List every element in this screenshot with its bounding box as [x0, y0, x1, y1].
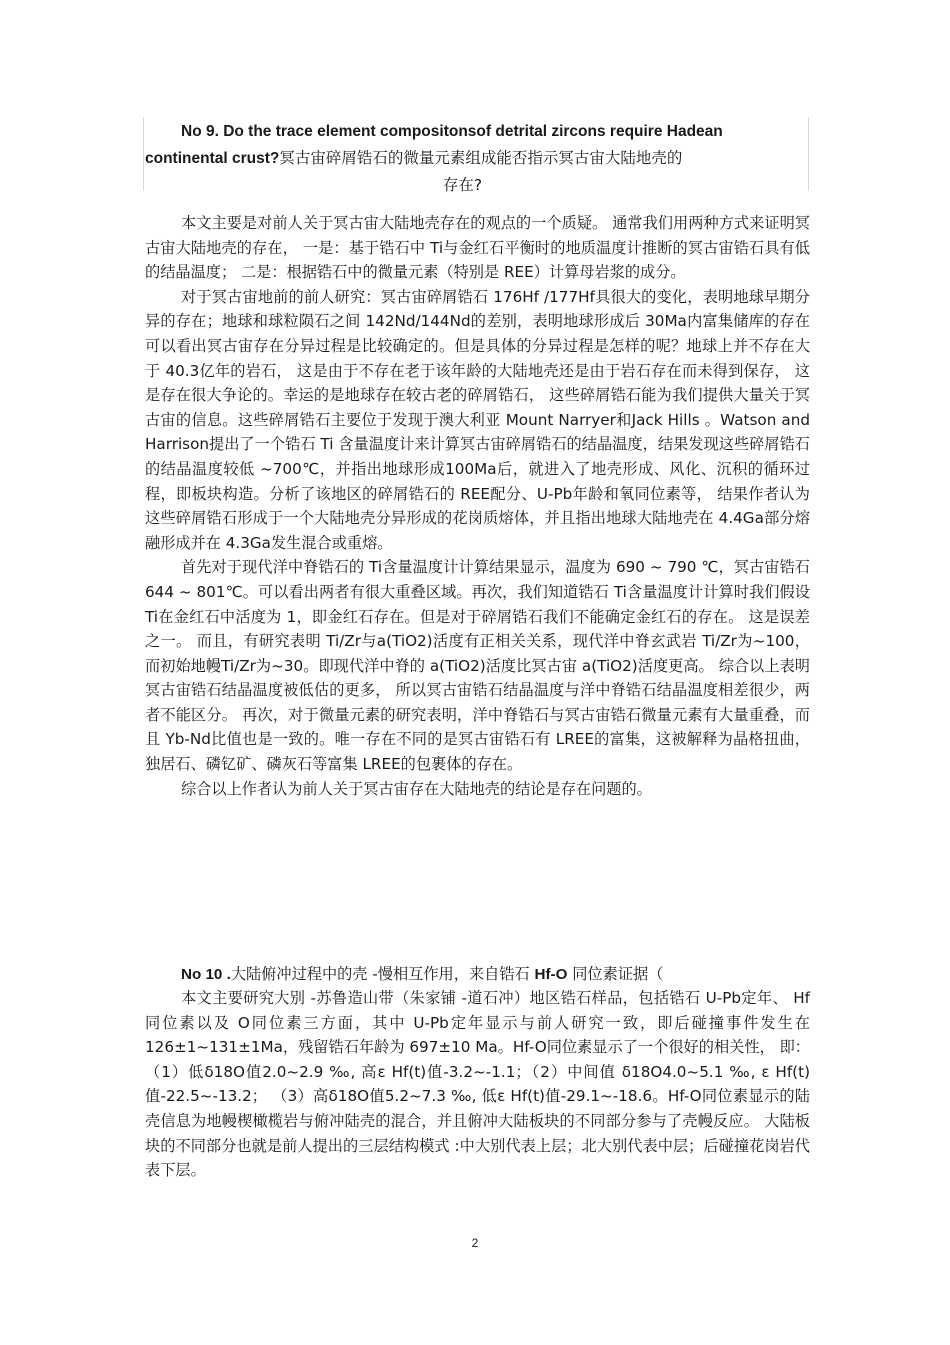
- heading-tail: 同位素证据（: [567, 965, 664, 983]
- paragraph: 对于冥古宙地前的前人研究：冥古宙碎屑锆石 176Hf /177Hf具很大的变化，表明地球早期分异的存在；地球和球粒陨石之间 142Nd/144Nd的差别，表明地球形成后 30Ma内富集储库的存在可以看出冥古宙存在分异过程是比较确定的。但是具体的分异过程是怎样的呢？地球上并不存在大于 40.3亿年的岩石， 这是由于不存在老于该年龄的大陆地壳还是由于岩石存在而未得到保存， 这是存在很大争论的。幸运的是地球存在较古老的碎屑锆石， 这些碎屑锆石能为我们提供大量关于冥古宙的信息。这些碎屑锆石主要位于发现于澳大利亚 Mount Narryer和Jack Hills 。Watson and Harrison提出了一个锆石 Ti 含量温度计来计算冥古宙碎屑锆石的结晶温度，结果发现这些碎屑锆石的结晶温度较低 ~700℃，并指出地球形成100Ma后，就进入了地壳形成、风化、沉积的循环过程，即板块构造。分析了该地区的碎屑锆石的 REE配分、U-Pb年龄和氧同位素等， 结果作者认为这些碎屑锆石形成于一个大陆地壳分异形成的花岗质熔体，并且指出地球大陆地壳在 4.4Ga部分熔融形成并在 4.3Ga发生混合或重熔。: [145, 287, 810, 552]
- article-10-title: [181, 962, 663, 987]
- article-9-title: [145, 119, 810, 198]
- article-10-body: [145, 986, 810, 1183]
- article-9-body: [145, 211, 810, 801]
- page-number: 2: [471, 1236, 479, 1250]
- title-line2: [145, 145, 810, 172]
- paragraph: 本文主要是对前人关于冥古宙大陆地壳存在的观点的一个质疑。 通常我们用两种方式来证明冥古宙大陆地壳的存在， 一是：基于锆石中 Ti与金红石平衡时的地质温度计推断的冥古宙锆石具有低的结晶温度； 二是：根据锆石中的微量元素（特别是 REE）计算母岩浆的成分。: [145, 214, 810, 282]
- title-zh-line2: 冥古宙碎屑锆石的微量元素组成能否指示冥古宙大陆地壳的: [279, 149, 683, 167]
- heading-bold: Hf-O: [534, 966, 568, 983]
- paragraph: 综合以上作者认为前人关于冥古宙存在大陆地壳的结论是存在问题的。: [181, 779, 652, 798]
- title-zh-line3: 存在?: [442, 176, 483, 194]
- paragraph: 首先对于现代洋中脊锆石的 Ti含量温度计计算结果显示，温度为 690 ~ 790 ℃，冥古宙锆石 644 ~ 801℃。可以看出两者有很大重叠区域。再次，我们知道锆石 Ti含量温度计计算时我们假设 Ti在金红石中活度为 1，即金红石存在。但是对于碎屑锆石我们不能确定金红石的存在。 这是误差之一。 而且，有研究表明 Ti/Zr与a(TiO2)活度有正相关关系，现代洋中脊玄武岩 Ti/Zr为~100，而初始地幔Ti/Zr为~30。即现代洋中脊的 a(TiO2)活度比冥古宙 a(TiO2)活度更高。 综合以上表明冥古宙锆石结晶温度被低估的更多， 所以冥古宙锆石结晶温度与洋中脊锆石结晶温度相差很少，两者不能区分。 再次，对于微量元素的研究表明，洋中脊锆石与冥古宙锆石微量元素有大量重叠，而且 Yb-Nd比值也是一致的。唯一存在不同的是冥古宙锆石有 LREE的富集，这被解释为晶格扭曲，独居石、磷钇矿、磷灰石等富集 LREE的包裹体的存在。: [145, 558, 810, 774]
- paragraph: 本文主要研究大别 -苏鲁造山带（朱家铺 -道石冲）地区锆石样品，包括锆石 U-Pb定年、 Hf同位素以及 O同位素三方面，其中 U-Pb定年显示与前人研究一致，即后碰撞事件发生在 126±1~131±1Ma，残留锆石年龄为 697±10 Ma。Hf-O同位素显示了一个很好的相关性， 即：（1）低δ18O值2.0~2.9 ‰, 高ε Hf(t)值-3.2~-1.1；（2）中间值 δ18O4.0~5.1 ‰, ε Hf(t)值-22.5~-13.2； （3）高δ18O值5.2~7.3 ‰, 低ε Hf(t)值-29.1~-18.6。Hf-O同位素显示的陆壳信息为地幔楔橄榄岩与俯冲陆壳的混合，并且俯冲大陆板块的不同部分参与了壳幔反应。 大陆板块的不同部分也就是前人提出的三层结构模式 :中大别代表上层；北大别代表中层；后碰撞花岗岩代表下层。: [145, 989, 810, 1180]
- heading-number: No 10 .: [181, 966, 231, 983]
- heading-text: 大陆俯冲过程中的壳 -慢相互作用，来自锆石: [230, 965, 535, 983]
- title-en-line2: continental crust?: [145, 150, 280, 167]
- title-en-line1: No 9. Do the trace element compositonsof detrital zircons require Hadean: [181, 123, 723, 140]
